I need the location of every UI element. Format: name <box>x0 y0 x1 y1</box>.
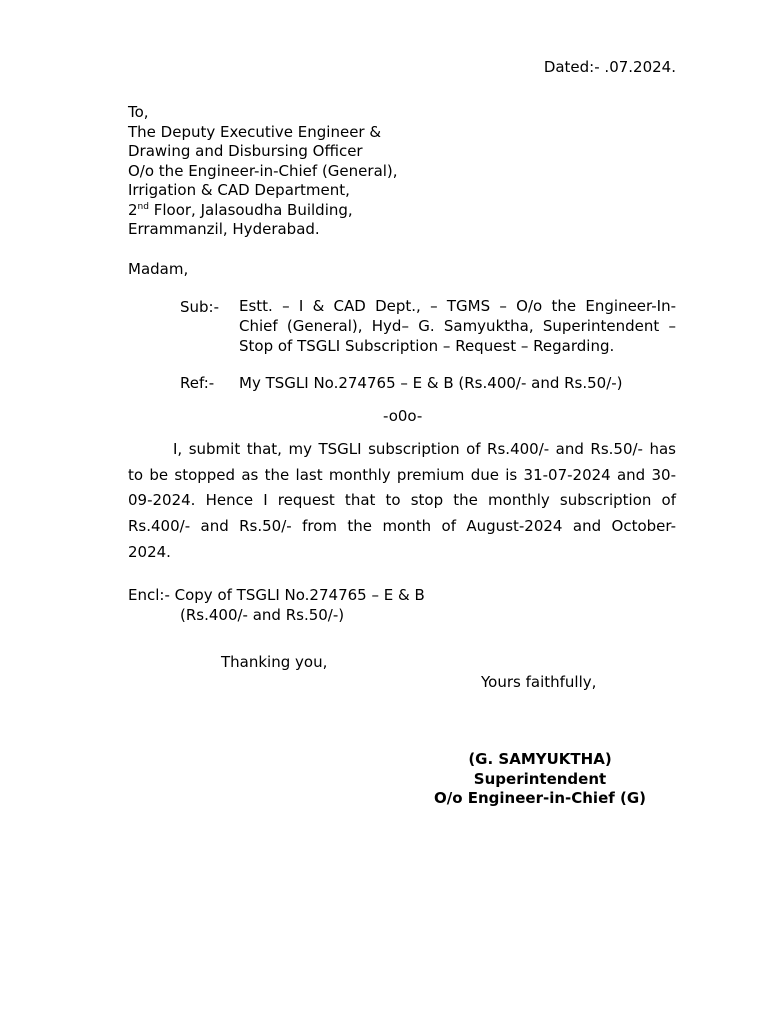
separator: -o0o- <box>383 407 423 425</box>
reference-label: Ref:- <box>180 374 215 392</box>
reference-text: My TSGLI No.274765 – E & B (Rs.400/- and Rs.50/-) <box>239 374 623 392</box>
address-line-2: Drawing and Disbursing Officer <box>128 142 363 160</box>
greeting: Madam, <box>128 260 189 278</box>
floor-ordinal: nd <box>137 201 149 212</box>
body-line-1: I, submit that, my TSGLI subscription of Rs.400/- and Rs.50/- has <box>173 440 676 458</box>
body-line-5: 2024. <box>128 542 171 561</box>
date-line: Dated:- .07.2024. <box>543 58 676 76</box>
signatory-name: (G. SAMYUKTHA) <box>468 750 612 768</box>
address-line-5 <box>128 201 398 221</box>
floor-rest: Floor, Jalasoudha Building, <box>148 200 353 219</box>
address-line-6: Errammanzil, Hyderabad. <box>128 220 320 238</box>
body-line-3: 09-2024. Hence I request that to stop the monthly subscription of <box>128 491 676 510</box>
subject-label: Sub:- <box>180 298 220 316</box>
thanking-line: Thanking you, <box>221 653 328 671</box>
recipient-address <box>128 103 398 240</box>
floor-number: 2 <box>128 200 138 219</box>
address-line-1: The Deputy Executive Engineer & <box>128 122 382 141</box>
subject-line-3: Stop of TSGLI Subscription – Request – Regarding. <box>239 336 615 355</box>
address-to: To, <box>128 103 149 121</box>
subject-line-1: Estt. – I & CAD Dept., – TGMS – O/o the Engineer-In- <box>239 297 676 315</box>
enclosure-line-1: Encl:- Copy of TSGLI No.274765 – E & B <box>128 586 425 604</box>
address-line-3: O/o the Engineer-in-Chief (General), <box>128 161 398 180</box>
body-paragraph <box>128 437 676 566</box>
signatory-designation: Superintendent <box>473 769 607 788</box>
subject-line-2: Chief (General), Hyd– G. Samyuktha, Superintendent – <box>239 316 676 335</box>
body-line-2: to be stopped as the last monthly premium due is 31-07-2024 and 30- <box>128 465 676 484</box>
signature-block <box>420 750 660 809</box>
body-line-4: Rs.400/- and Rs.50/- from the month of August-2024 and October- <box>128 517 676 536</box>
subject-text <box>239 297 676 356</box>
signatory-office: O/o Engineer-in-Chief (G) <box>433 789 647 807</box>
enclosure-line-2: (Rs.400/- and Rs.50/-) <box>180 606 345 624</box>
yours-faithfully: Yours faithfully, <box>481 673 597 691</box>
address-line-4: Irrigation & CAD Department, <box>128 181 350 199</box>
